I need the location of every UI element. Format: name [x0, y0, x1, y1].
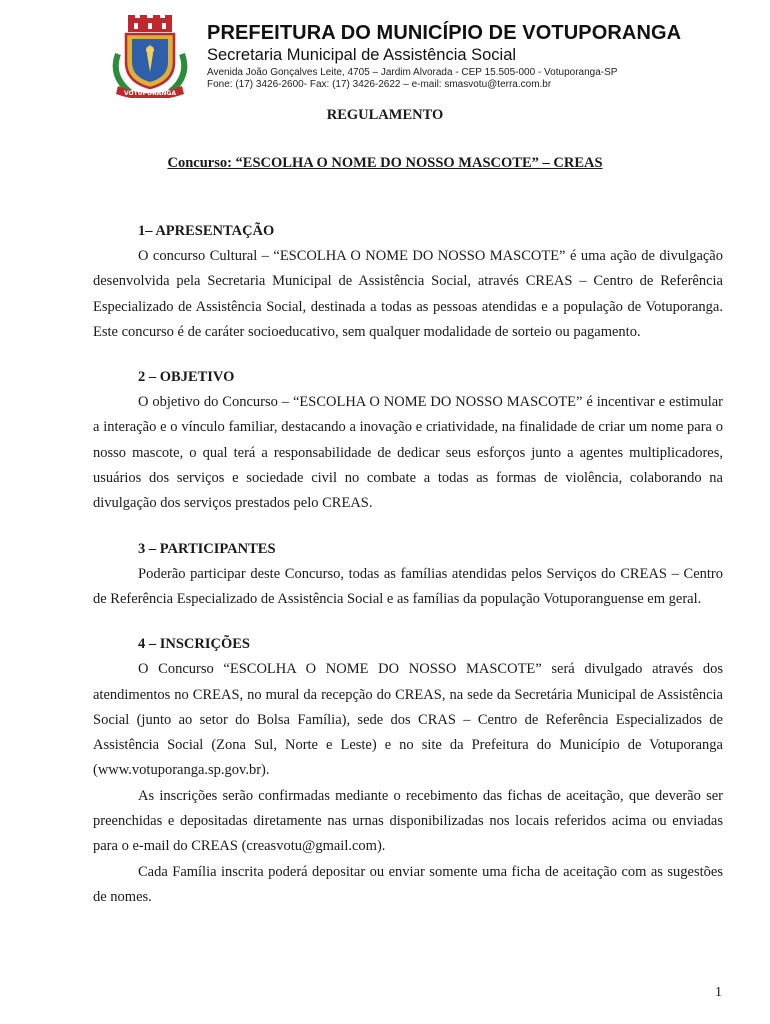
section-heading: 1– APRESENTAÇÃO — [138, 223, 275, 239]
section-heading: 2 – OBJETIVO — [138, 369, 235, 386]
section-apresentacao — [93, 218, 723, 345]
page-number: 1 — [715, 985, 722, 1000]
section-heading: 4 – INSCRIÇÕES — [138, 636, 250, 653]
paragraph: As inscrições serão confirmadas mediante o recebimento das fichas de aceitação, que deverão ser preenchidas e depositadas diretamente nas urnas disponibilizadas nos locais referidos acima ou enviadas para o e-mail do CREAS (creasvotu@gmail.com). — [93, 787, 723, 855]
section-heading: 3 – PARTICIPANTES — [138, 540, 276, 557]
crest-banner-text: VOTUPORANGA — [124, 90, 176, 97]
paragraph: Poderão participar deste Concurso, todas as famílias atendidas pelos Serviços do CREAS – Centro de Referência Especializado de Assistência Social e as famílias da população Votuporanguense em geral. — [93, 565, 723, 607]
section-inscricoes — [93, 631, 723, 910]
department-name: Secretaria Municipal de Assistência Social — [207, 46, 517, 64]
paragraph: O concurso Cultural – “ESCOLHA O NOME DO NOSSO MASCOTE” é uma ação de divulgação desenvolvida pela Secretaria Municipal de Assistência Social, através CREAS – Centro de Referência Especializado de Assistência Social, destinada a todas as pessoas atendidas e a população de Votuporanga. Este concurso é de caráter socioeducativo, sem qualquer modalidade de sorteio ou pagamento. — [93, 248, 723, 340]
municipal-crest-icon — [104, 14, 196, 98]
regulation-body — [93, 218, 723, 929]
address-line: Avenida João Gonçalves Leite, 4705 – Jardim Alvorada - CEP 15.505-000 - Votuporanga-SP — [207, 67, 618, 78]
paragraph: O objetivo do Concurso – “ESCOLHA O NOME DO NOSSO MASCOTE” é incentivar e estimular a interação e o vínculo familiar, destacando a inovação e criatividade, na finalidade de criar um nome para o nosso mascote, o qual terá a responsabilidade de dedicar seus esforços junto a agentes multiplicadores, usuários dos serviços e sociedade civil no combate a todas as formas de violência, colaborando na divulgação dos serviços prestados pelo CREAS. — [93, 394, 723, 512]
document-subtitle: Concurso: “ESCOLHA O NOME DO NOSSO MASCOTE” – CREAS — [167, 155, 603, 171]
section-participantes — [93, 536, 723, 613]
paragraph: O Concurso “ESCOLHA O NOME DO NOSSO MASCOTE” será divulgado através dos atendimentos no CREAS, no mural da recepção do CREAS, na sede da Secretária Municipal de Assistência Social (junto ao setor do Bolsa Família), sede dos CRAS – Centro de Referência Especializados de Assistência Social (Zona Sul, Norte e Leste) e no site da Prefeitura do Município de Votuporanga (www.votuporanga.sp.gov.br). — [93, 661, 723, 779]
contact-line: Fone: (17) 3426-2600- Fax: (17) 3426-2622 – e-mail: smasvotu@terra.com.br — [207, 79, 552, 90]
document-title: REGULAMENTO — [326, 107, 444, 123]
letterhead-text — [207, 20, 681, 90]
municipality-title: PREFEITURA DO MUNICÍPIO DE VOTUPORANGA — [207, 22, 682, 44]
paragraph: Cada Família inscrita poderá depositar ou enviar somente uma ficha de aceitação com as sugestões de nomes. — [93, 863, 723, 905]
section-objetivo — [93, 364, 723, 516]
letterhead — [0, 0, 770, 100]
